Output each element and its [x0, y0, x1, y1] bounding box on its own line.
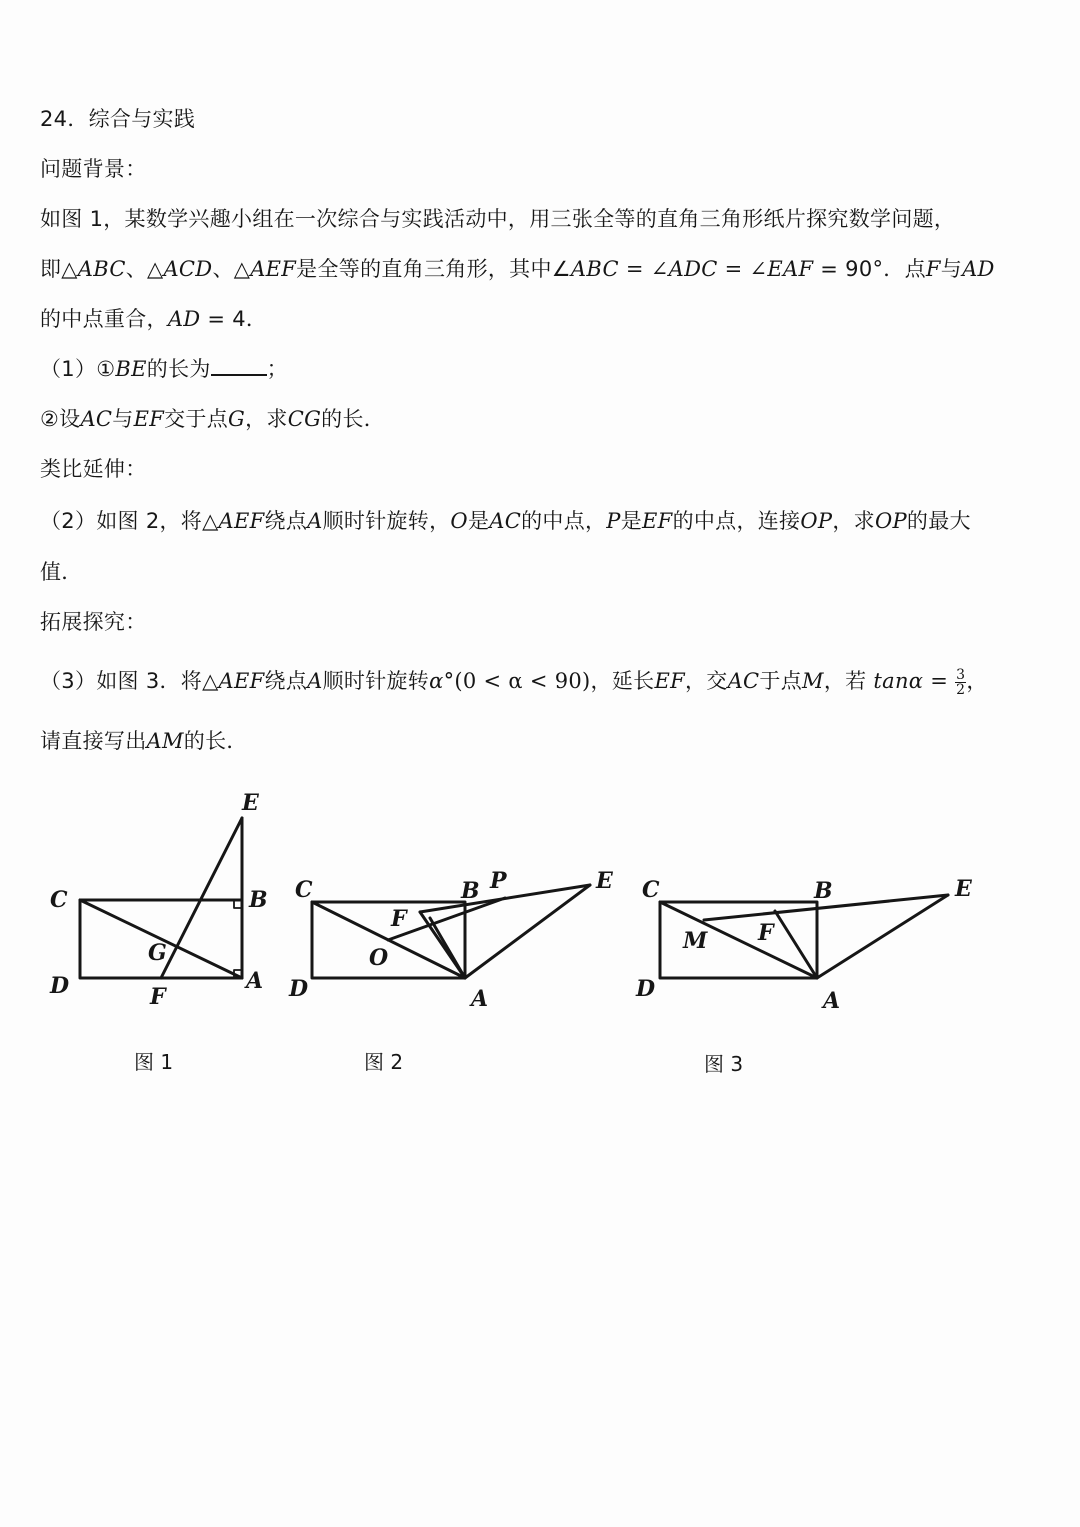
fig2-label-F: F: [391, 906, 407, 932]
q2-ef: EF: [642, 509, 673, 533]
fig2-label-A: A: [471, 986, 489, 1012]
question-2: [40, 506, 971, 536]
question-1b: [40, 404, 385, 434]
fig3-caption: 图 3: [704, 1052, 744, 1076]
q2-mid2: 顺时针旋转，: [322, 509, 451, 533]
intro-line-1: [40, 204, 955, 234]
q2-p: P: [606, 509, 621, 533]
q1-mid: 的长为: [146, 357, 211, 381]
fig2-label-E: E: [596, 868, 613, 894]
sep2: 、△: [212, 257, 251, 281]
q2-o: O: [450, 509, 468, 533]
fig3-label-A: A: [823, 988, 841, 1014]
figure-2: [285, 860, 630, 1020]
heading-text: 24．综合与实践: [40, 107, 196, 131]
q3-line2-end: 的长．: [183, 729, 248, 753]
q2-mid1: 绕点: [264, 509, 308, 533]
q1-be: BE: [115, 357, 147, 381]
figure-1: [40, 780, 280, 1020]
section-extension-title: [40, 607, 147, 637]
intro2-end: = 90°．点: [813, 257, 926, 281]
eq1: = ∠: [618, 257, 669, 281]
q3-ef: EF: [654, 669, 685, 693]
q3-a: A: [307, 669, 323, 693]
question-1a: [40, 354, 288, 384]
q1b-mid3: ，求: [245, 407, 288, 431]
section-background-title: [40, 154, 147, 184]
intro-line-3: [40, 304, 267, 334]
q2-prefix: （2）如图 2，将△: [40, 509, 219, 533]
section2-text: 类比延伸：: [40, 457, 147, 481]
frac-num: 3: [956, 666, 966, 683]
fig2-label-P: P: [490, 868, 507, 894]
fig1-segment-ef: [161, 818, 242, 978]
tri-aef: AEF: [250, 257, 297, 281]
q2-mid6: 的中点，连接: [672, 509, 801, 533]
sep1: 、△: [125, 257, 164, 281]
q1b-mid2: 交于点: [164, 407, 229, 431]
section3-text: 拓展探究：: [40, 610, 147, 634]
fig2-caption: 图 2: [364, 1050, 404, 1074]
q1b-prefix: ②设: [40, 407, 81, 431]
q3-alpha: α: [429, 669, 444, 693]
q3-end: ，: [966, 669, 988, 693]
tri-abc: ABC: [77, 257, 126, 281]
intro3-ad: AD: [167, 307, 201, 331]
q3-mid4: ，交: [684, 669, 728, 693]
fig2-label-B: B: [461, 878, 480, 904]
q3-tan: tanα: [873, 669, 924, 693]
fig2-label-D: D: [289, 976, 309, 1002]
seg-ad: AD: [962, 257, 995, 281]
fig3-label-M: M: [683, 928, 708, 954]
q3-eq: =: [923, 669, 956, 693]
q3-line2-prefix: 请直接写出: [40, 729, 147, 753]
q2-op2: OP: [874, 509, 907, 533]
intro2-a: 即△: [40, 257, 78, 281]
angle-abc: ABC: [570, 257, 619, 281]
fig1-label-D: D: [50, 973, 70, 999]
fig1-label-F: F: [150, 984, 166, 1010]
intro2-tail: 与: [940, 257, 963, 281]
q2-mid4: 的中点，: [521, 509, 607, 533]
q2-mid7: ，求: [832, 509, 875, 533]
q2-end: 的最大: [906, 509, 971, 533]
q1-end: ；: [266, 357, 288, 381]
section1-text: 问题背景：: [40, 157, 147, 181]
section-analogy-title: [40, 454, 147, 484]
q3-mid3: ，延长: [590, 669, 655, 693]
q3-m: M: [802, 669, 824, 693]
q3-prefix: （3）如图 3．将△: [40, 669, 219, 693]
q2-line2-text: 值．: [40, 560, 83, 584]
question-3-line2: [40, 726, 248, 756]
intro3-a: 的中点重合，: [40, 307, 168, 331]
fig1-label-G: G: [148, 940, 167, 966]
angle-eaf: EAF: [767, 257, 814, 281]
intro-line-2: [40, 254, 995, 284]
frac-den: 2: [956, 681, 966, 698]
q3-am: AM: [146, 729, 184, 753]
q1b-end: 的长．: [321, 407, 386, 431]
fig3-label-F: F: [758, 920, 774, 946]
intro1-text: 如图 1，某数学兴趣小组在一次综合与实践活动中，用三张全等的直角三角形纸片探究数学问题，: [40, 207, 956, 231]
fig2-segment-ae: [465, 885, 590, 978]
fig1-label-E: E: [242, 790, 259, 816]
fig1-label-C: C: [50, 887, 68, 913]
fig3-label-E: E: [955, 876, 972, 902]
q1b-mid1: 与: [112, 407, 134, 431]
q3-mid2: 顺时针旋转: [322, 669, 430, 693]
fig2-label-C: C: [295, 877, 313, 903]
fig1-caption: 图 1: [134, 1050, 174, 1074]
fig3-label-B: B: [814, 878, 833, 904]
point-f: F: [925, 257, 941, 281]
q2-mid3: 是: [467, 509, 490, 533]
fig2-label-O: O: [369, 945, 389, 971]
q2-a: A: [307, 509, 323, 533]
answer-blank: [211, 356, 267, 376]
fig1-label-A: A: [246, 968, 264, 994]
q2-aef: AEF: [218, 509, 265, 533]
fig1-diagonal-ca: [80, 900, 242, 978]
q2-op1: OP: [800, 509, 833, 533]
fig3-label-D: D: [636, 976, 656, 1002]
q2-mid5: 是: [620, 509, 643, 533]
q1b-ef: EF: [133, 407, 165, 431]
problem-heading: [40, 104, 195, 134]
q3-mid6: ，若: [823, 669, 874, 693]
q1b-ac: AC: [80, 407, 113, 431]
tri-acd: ACD: [163, 257, 213, 281]
figure-3: [630, 860, 990, 1020]
q3-ac: AC: [727, 669, 760, 693]
fig3-label-C: C: [642, 877, 660, 903]
question-2-line2: [40, 557, 83, 587]
q3-mid1: 绕点: [264, 669, 308, 693]
q2-ac: AC: [489, 509, 522, 533]
fig1-label-B: B: [249, 887, 268, 913]
q1b-cg: CG: [287, 407, 322, 431]
question-3: [40, 666, 988, 697]
q1-prefix: （1）①: [40, 357, 116, 381]
eq2: = ∠: [717, 257, 768, 281]
q3-aef: AEF: [218, 669, 265, 693]
angle-adc: ADC: [668, 257, 718, 281]
q1b-g: G: [228, 407, 246, 431]
q3-range: °(0 < α < 90): [443, 669, 591, 693]
q3-mid5: 于点: [759, 669, 803, 693]
fraction-3-over-2: [955, 668, 966, 697]
intro2-mid: 是全等的直角三角形，其中∠: [296, 257, 571, 281]
intro3-end: = 4．: [200, 307, 268, 331]
